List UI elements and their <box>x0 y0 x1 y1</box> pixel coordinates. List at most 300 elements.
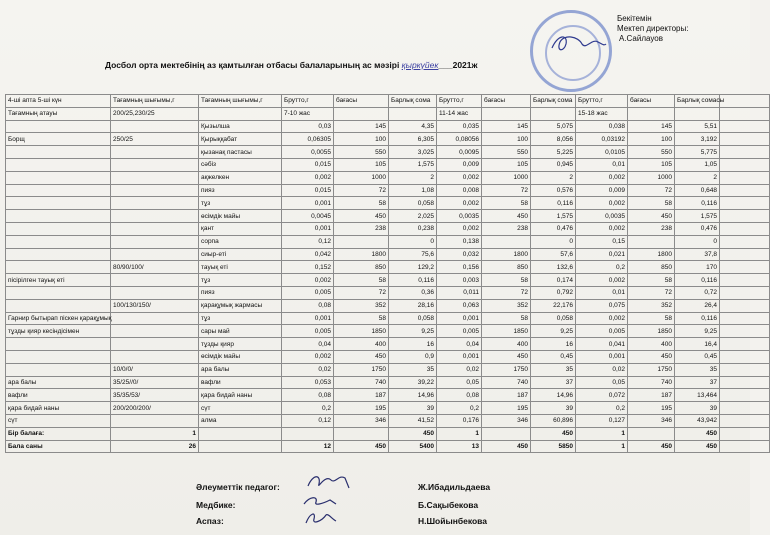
table-cell <box>720 158 770 171</box>
table-cell: 3,025 <box>389 146 437 159</box>
table-cell: 57,6 <box>531 248 576 261</box>
table-row <box>6 440 770 453</box>
table-cell <box>6 146 111 159</box>
table-cell: 0,015 <box>282 184 334 197</box>
table-cell: 28,16 <box>389 299 437 312</box>
table-cell: 0,72 <box>675 286 720 299</box>
table-cell: 0,152 <box>282 261 334 274</box>
table-cell: Барлық сомасы <box>675 95 720 108</box>
table-cell: 37 <box>675 376 720 389</box>
table-cell: 0,0035 <box>576 210 628 223</box>
table-cell <box>720 363 770 376</box>
table-row <box>6 158 770 171</box>
table-cell: сары май <box>199 325 282 338</box>
table-cell: 26,4 <box>675 299 720 312</box>
table-cell: 346 <box>628 414 675 427</box>
table-cell: 1 <box>111 427 199 440</box>
table-cell <box>6 158 111 171</box>
table-cell: 0,003 <box>437 274 482 287</box>
table-cell: 200/200/200/ <box>111 402 199 415</box>
table-cell <box>6 222 111 235</box>
table-cell <box>720 120 770 133</box>
table-cell: 100 <box>482 133 531 146</box>
menu-title: Досбол орта мектебінің аз қамтылған отбасы балаларының ас мәзірі қыркүйек___2021ж <box>105 60 478 70</box>
table-cell: 58 <box>628 312 675 325</box>
table-cell: 450 <box>675 427 720 440</box>
table-cell: 35/35/53/ <box>111 389 199 402</box>
table-cell: 250/25 <box>111 133 199 146</box>
table-row <box>6 414 770 427</box>
table-cell: 0,005 <box>576 325 628 338</box>
table-cell: 740 <box>482 376 531 389</box>
table-cell: 16,4 <box>675 338 720 351</box>
table-cell: 187 <box>628 389 675 402</box>
table-cell <box>6 350 111 363</box>
table-cell: 352 <box>482 299 531 312</box>
table-cell: 450 <box>334 440 389 453</box>
table-cell: 5,225 <box>531 146 576 159</box>
table-cell: 5,51 <box>675 120 720 133</box>
table-cell: 0,02 <box>576 363 628 376</box>
table-cell: 0 <box>389 235 437 248</box>
table-cell: Тағамның шығымы,г <box>199 95 282 108</box>
table-cell: 0,116 <box>531 197 576 210</box>
table-cell <box>111 120 199 133</box>
table-cell: 0,002 <box>576 171 628 184</box>
table-cell: 72 <box>482 286 531 299</box>
table-cell: 1750 <box>482 363 531 376</box>
table-cell: 0,116 <box>675 312 720 325</box>
table-cell <box>720 440 770 453</box>
table-cell: 0,01 <box>576 158 628 171</box>
table-cell <box>111 197 199 210</box>
table-cell: 72 <box>334 184 389 197</box>
table-row <box>6 133 770 146</box>
table-cell: 1,08 <box>389 184 437 197</box>
table-cell <box>6 184 111 197</box>
approval-approved: Бекітемін <box>617 14 652 23</box>
table-cell <box>282 427 334 440</box>
table-cell: 4-ші апта 5-ші күн <box>6 95 111 108</box>
table-cell: 1800 <box>482 248 531 261</box>
table-cell <box>111 350 199 363</box>
table-cell: 0,001 <box>282 222 334 235</box>
table-cell: 0,2 <box>282 402 334 415</box>
table-cell: 145 <box>628 120 675 133</box>
table-cell: 0,035 <box>437 120 482 133</box>
table-cell: 0,058 <box>389 197 437 210</box>
table-cell: 450 <box>482 210 531 223</box>
table-cell: 15-18 жас <box>576 107 628 120</box>
table-cell: 400 <box>482 338 531 351</box>
table-cell <box>720 197 770 210</box>
table-cell: 4,35 <box>389 120 437 133</box>
table-cell <box>111 146 199 159</box>
table-cell <box>482 107 531 120</box>
table-cell <box>720 95 770 108</box>
table-cell <box>111 184 199 197</box>
table-cell: Тағамның атауы <box>6 107 111 120</box>
table-cell: Бір балаға: <box>6 427 111 440</box>
table-row <box>6 146 770 159</box>
table-row <box>6 171 770 184</box>
table-cell: 39 <box>389 402 437 415</box>
table-cell: 0 <box>531 235 576 248</box>
table-cell: 0,127 <box>576 414 628 427</box>
table-cell <box>6 338 111 351</box>
table-cell: 1800 <box>334 248 389 261</box>
table-cell: тұз <box>199 312 282 325</box>
table-cell: 9,25 <box>675 325 720 338</box>
table-cell: 1 <box>437 427 482 440</box>
table-cell: 195 <box>482 402 531 415</box>
table-cell: 41,52 <box>389 414 437 427</box>
table-cell: 0,08 <box>437 389 482 402</box>
table-cell <box>720 338 770 351</box>
table-row <box>6 299 770 312</box>
table-cell: 550 <box>482 146 531 159</box>
table-cell: 132,6 <box>531 261 576 274</box>
table-cell: 75,6 <box>389 248 437 261</box>
table-cell: 105 <box>482 158 531 171</box>
table-cell <box>720 248 770 261</box>
table-cell: 5,075 <box>531 120 576 133</box>
table-row <box>6 338 770 351</box>
table-cell: 352 <box>334 299 389 312</box>
table-cell <box>6 248 111 261</box>
table-cell <box>720 312 770 325</box>
table-cell: 0,138 <box>437 235 482 248</box>
table-cell: 850 <box>334 261 389 274</box>
table-cell <box>531 107 576 120</box>
table-cell: 5,775 <box>675 146 720 159</box>
table-cell <box>111 210 199 223</box>
table-cell: 0,0105 <box>576 146 628 159</box>
table-cell: 0,001 <box>437 350 482 363</box>
table-cell: 0,15 <box>576 235 628 248</box>
table-cell <box>6 363 111 376</box>
table-cell <box>6 299 111 312</box>
table-cell: Барлық сома <box>531 95 576 108</box>
table-row <box>6 107 770 120</box>
table-row <box>6 312 770 325</box>
table-cell: 0,08056 <box>437 133 482 146</box>
table-cell: 10/0/0/ <box>111 363 199 376</box>
table-cell <box>111 414 199 427</box>
table-cell: 0,36 <box>389 286 437 299</box>
table-cell: алма <box>199 414 282 427</box>
table-cell: 37,8 <box>675 248 720 261</box>
table-cell: 145 <box>482 120 531 133</box>
table-row <box>6 376 770 389</box>
table-row <box>6 210 770 223</box>
table-cell: 100/130/150/ <box>111 299 199 312</box>
table-cell: сүт <box>6 414 111 427</box>
table-cell: 0,116 <box>389 274 437 287</box>
table-cell <box>720 107 770 120</box>
table-cell: 0,001 <box>437 312 482 325</box>
table-cell: 0,072 <box>576 389 628 402</box>
table-cell: 0,021 <box>576 248 628 261</box>
table-cell <box>199 107 282 120</box>
table-cell: Борщ <box>6 133 111 146</box>
table-cell: 72 <box>334 286 389 299</box>
table-cell: сиыр-еті <box>199 248 282 261</box>
table-cell: 0,05 <box>576 376 628 389</box>
table-cell <box>720 184 770 197</box>
table-cell: 0,2 <box>437 402 482 415</box>
table-cell: 0,002 <box>437 197 482 210</box>
table-cell: тұз <box>199 274 282 287</box>
table-cell <box>111 158 199 171</box>
table-cell: 35 <box>675 363 720 376</box>
table-cell: 43,942 <box>675 414 720 427</box>
table-cell: 2,025 <box>389 210 437 223</box>
table-cell: 145 <box>334 120 389 133</box>
table-cell <box>720 222 770 235</box>
table-cell: 11-14 жас <box>437 107 482 120</box>
table-cell: 1,575 <box>675 210 720 223</box>
table-cell <box>720 171 770 184</box>
table-cell: 0,174 <box>531 274 576 287</box>
table-cell: 39,22 <box>389 376 437 389</box>
table-cell: 0,063 <box>437 299 482 312</box>
table-cell: 450 <box>628 210 675 223</box>
table-cell <box>6 235 111 248</box>
table-cell: 80/90/100/ <box>111 261 199 274</box>
table-cell: 0,9 <box>389 350 437 363</box>
table-cell <box>334 235 389 248</box>
table-cell: 0,002 <box>282 350 334 363</box>
director-signature <box>548 30 608 58</box>
table-cell: 0,002 <box>576 312 628 325</box>
table-cell <box>720 146 770 159</box>
table-cell <box>111 222 199 235</box>
table-cell <box>111 338 199 351</box>
table-cell: 1850 <box>334 325 389 338</box>
table-cell: 5400 <box>389 440 437 453</box>
table-cell: 0,04 <box>437 338 482 351</box>
table-cell: сорпа <box>199 235 282 248</box>
table-cell: 1,05 <box>675 158 720 171</box>
table-cell: 7-10 жас <box>282 107 334 120</box>
table-cell: 1,575 <box>531 210 576 223</box>
table-row <box>6 197 770 210</box>
table-cell: ара балы <box>6 376 111 389</box>
table-cell: 0,002 <box>282 171 334 184</box>
table-cell: 6,305 <box>389 133 437 146</box>
table-cell <box>720 402 770 415</box>
table-cell: 238 <box>482 222 531 235</box>
table-cell: 2 <box>531 171 576 184</box>
table-cell <box>6 261 111 274</box>
signer-social-name: Ж.Ибадильдаева <box>418 482 491 492</box>
table-cell: 0,476 <box>675 222 720 235</box>
table-row <box>6 325 770 338</box>
table-cell: 0,02 <box>437 363 482 376</box>
table-cell <box>482 427 531 440</box>
table-cell: 0,45 <box>675 350 720 363</box>
table-cell: ара балы <box>199 363 282 376</box>
table-cell: пісірілген тауық еті <box>6 274 111 287</box>
table-cell: 0,238 <box>389 222 437 235</box>
signer-social-label: Әлеуметтік педагог: <box>196 482 280 492</box>
table-cell: 450 <box>482 350 531 363</box>
table-cell: Брутто,г <box>576 95 628 108</box>
table-cell: 0,0035 <box>437 210 482 223</box>
approval-name: А.Сайлауов <box>619 34 663 43</box>
table-cell: тұзды қияр кесіндісімен <box>6 325 111 338</box>
table-cell: 0,042 <box>282 248 334 261</box>
table-cell: 2 <box>389 171 437 184</box>
table-cell: бағасы <box>334 95 389 108</box>
table-cell: Брутто,г <box>282 95 334 108</box>
table-cell: 740 <box>334 376 389 389</box>
table-cell: 346 <box>334 414 389 427</box>
table-cell: 0,03192 <box>576 133 628 146</box>
table-cell: Барлық сома <box>389 95 437 108</box>
table-cell <box>199 427 282 440</box>
table-cell: 14,96 <box>531 389 576 402</box>
table-cell: 1,575 <box>389 158 437 171</box>
table-row <box>6 274 770 287</box>
table-cell: 58 <box>482 197 531 210</box>
table-cell: 0,945 <box>531 158 576 171</box>
table-cell: 0,04 <box>282 338 334 351</box>
table-cell: 39 <box>675 402 720 415</box>
table-cell: 72 <box>628 184 675 197</box>
table-cell: Тағамның шығымы,г <box>111 95 199 108</box>
table-cell <box>199 440 282 453</box>
table-cell: 0,058 <box>389 312 437 325</box>
table-cell <box>111 286 199 299</box>
table-cell: 400 <box>334 338 389 351</box>
table-cell: 352 <box>628 299 675 312</box>
table-cell: 60,896 <box>531 414 576 427</box>
table-cell: өсімдік майы <box>199 350 282 363</box>
table-cell: 0,041 <box>576 338 628 351</box>
table-cell: 346 <box>482 414 531 427</box>
table-cell: сәбіз <box>199 158 282 171</box>
table-cell: 9,25 <box>531 325 576 338</box>
table-cell: өсімдік майы <box>199 210 282 223</box>
nurse-signature <box>300 492 340 510</box>
table-cell <box>628 427 675 440</box>
table-cell: Қырыққабат <box>199 133 282 146</box>
table-cell <box>334 427 389 440</box>
table-row <box>6 389 770 402</box>
signer-nurse-label: Медбике: <box>196 500 236 510</box>
table-cell: 35 <box>531 363 576 376</box>
table-cell: 1000 <box>628 171 675 184</box>
table-cell: 0,015 <box>282 158 334 171</box>
table-cell: 1 <box>576 440 628 453</box>
table-cell: пияз <box>199 184 282 197</box>
table-cell: вафли <box>199 376 282 389</box>
table-row <box>6 95 770 108</box>
table-cell: 22,176 <box>531 299 576 312</box>
table-cell: 187 <box>334 389 389 402</box>
table-cell: 0,2 <box>576 261 628 274</box>
table-cell: тұзды қияр <box>199 338 282 351</box>
table-cell: 0,12 <box>282 235 334 248</box>
table-cell <box>6 286 111 299</box>
table-cell: 850 <box>482 261 531 274</box>
table-cell: 58 <box>628 197 675 210</box>
table-cell: 450 <box>531 427 576 440</box>
table-cell: 0,08 <box>282 299 334 312</box>
table-cell: 0,576 <box>531 184 576 197</box>
table-cell <box>111 171 199 184</box>
table-cell <box>111 235 199 248</box>
table-cell <box>6 210 111 223</box>
table-cell: 0,075 <box>576 299 628 312</box>
table-row <box>6 427 770 440</box>
table-cell: 0,002 <box>282 274 334 287</box>
table-row <box>6 222 770 235</box>
table-cell: Брутто,г <box>437 95 482 108</box>
table-cell: 550 <box>628 146 675 159</box>
table-cell: 1000 <box>482 171 531 184</box>
signer-cook-name: Н.Шойынбекова <box>418 516 488 526</box>
table-cell <box>111 248 199 261</box>
table-cell: 0,002 <box>576 222 628 235</box>
table-cell: 0,032 <box>437 248 482 261</box>
table-cell <box>720 299 770 312</box>
signer-cook-label: Аспаз: <box>196 516 224 526</box>
table-cell: 8,056 <box>531 133 576 146</box>
table-cell: 13 <box>437 440 482 453</box>
table-cell: 2 <box>675 171 720 184</box>
table-cell <box>334 107 389 120</box>
table-row <box>6 248 770 261</box>
table-cell: тұз <box>199 197 282 210</box>
table-cell: 850 <box>628 261 675 274</box>
table-cell: 16 <box>389 338 437 351</box>
table-cell: 0,02 <box>282 363 334 376</box>
table-cell: 238 <box>334 222 389 235</box>
table-row <box>6 235 770 248</box>
table-cell: 1850 <box>628 325 675 338</box>
table-row <box>6 402 770 415</box>
table-cell <box>720 325 770 338</box>
table-row <box>6 350 770 363</box>
table-cell: бағасы <box>628 95 675 108</box>
table-cell: 0,648 <box>675 184 720 197</box>
table-cell <box>720 235 770 248</box>
table-cell: 0,0055 <box>282 146 334 159</box>
table-cell: 740 <box>628 376 675 389</box>
table-cell: 0,06305 <box>282 133 334 146</box>
table-cell: 0,08 <box>282 389 334 402</box>
table-cell: 0,009 <box>576 184 628 197</box>
cook-signature <box>300 509 340 527</box>
table-cell: 0,005 <box>282 286 334 299</box>
table-cell: 187 <box>482 389 531 402</box>
table-cell: 58 <box>628 274 675 287</box>
table-cell: 58 <box>334 197 389 210</box>
table-cell <box>720 210 770 223</box>
table-cell: 1000 <box>334 171 389 184</box>
approval-block <box>617 14 688 44</box>
table-cell: 0,03 <box>282 120 334 133</box>
table-cell: 72 <box>482 184 531 197</box>
table-cell: 0,011 <box>437 286 482 299</box>
table-cell: 16 <box>531 338 576 351</box>
table-cell: 0,005 <box>282 325 334 338</box>
table-cell: 0,2 <box>576 402 628 415</box>
table-cell: 450 <box>675 440 720 453</box>
